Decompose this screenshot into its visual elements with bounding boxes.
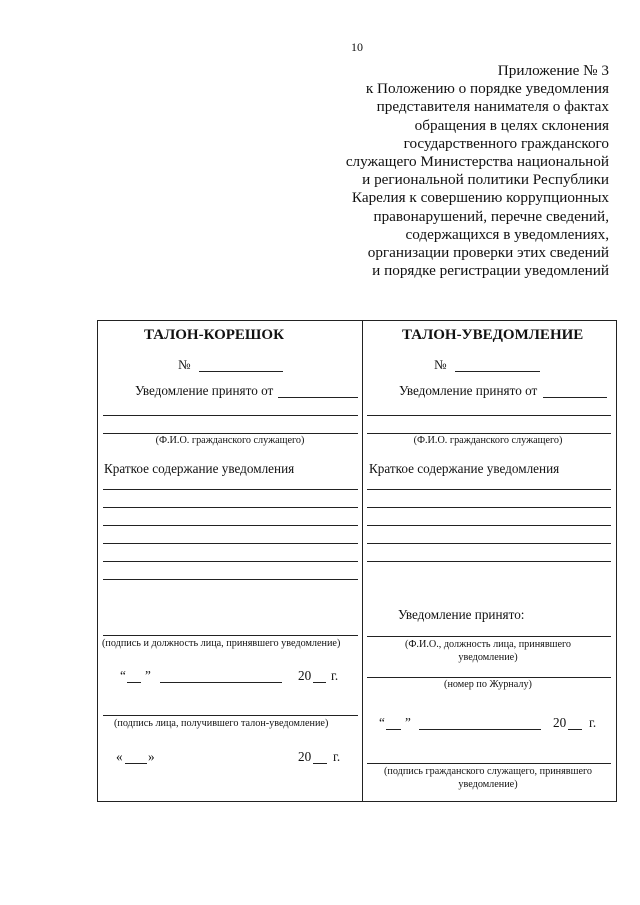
stub-summary-line[interactable]	[103, 525, 358, 526]
stub-received-from-label: Уведомление принято от	[135, 383, 274, 398]
stub-year-field[interactable]	[313, 682, 326, 683]
stub-received-from-field[interactable]	[278, 397, 358, 398]
notice-column	[363, 321, 616, 801]
notice-title: ТАЛОН-УВЕДОМЛЕНИЕ	[402, 327, 584, 343]
notice-accepter-caption	[363, 639, 613, 664]
stub-summary-label: Краткое содержание уведомления	[104, 461, 295, 476]
notice-fio-caption: (Ф.И.О. гражданского служащего)	[413, 435, 563, 446]
stub-signer-caption: (подпись и должность лица, принявшего уведомление)	[102, 638, 341, 649]
stub-summary-line[interactable]	[103, 561, 358, 562]
stub-signer-field[interactable]	[103, 635, 358, 636]
stub-day-field[interactable]	[127, 682, 141, 683]
stub-summary-line[interactable]	[103, 579, 358, 580]
stub-day2-field[interactable]	[125, 763, 147, 764]
appendix-line: организации проверки этих сведений	[367, 244, 609, 262]
notice-accepter-field[interactable]	[367, 636, 611, 637]
notice-journal-caption: (номер по Журналу)	[444, 679, 532, 690]
notice-month-field[interactable]	[419, 729, 541, 730]
notice-year-field[interactable]	[568, 729, 582, 730]
stub-receiver-caption: (подпись лица, получившего талон-уведомление)	[114, 718, 329, 729]
coupon-form	[97, 320, 617, 802]
notice-summary-line[interactable]	[367, 525, 611, 526]
notice-number-field[interactable]	[455, 371, 540, 372]
appendix-line: государственного гражданского	[403, 134, 609, 152]
stub-number-field[interactable]	[199, 371, 283, 372]
notice-signature-caption	[363, 766, 613, 791]
notice-summary-label: Краткое содержание уведомления	[369, 461, 560, 476]
notice-received-from-label: Уведомление принято от	[399, 383, 538, 398]
appendix-line: Карелия к совершению коррупционных	[351, 189, 609, 207]
notice-year-prefix: 20	[553, 715, 567, 730]
appendix-line: и региональной политики Республики	[362, 171, 609, 189]
stub-fio-field-line[interactable]	[103, 433, 358, 434]
notice-summary-line[interactable]	[367, 507, 611, 508]
notice-date-close-quote: ”	[405, 715, 411, 730]
stub-year-prefix: 20	[298, 668, 312, 683]
notice-year-suffix: г.	[589, 715, 597, 730]
notice-journal-number-field[interactable]	[367, 677, 611, 678]
notice-summary-line[interactable]	[367, 561, 611, 562]
appendix-line: к Положению о порядке уведомления	[365, 80, 609, 98]
appendix-line: обращения в целях склонения	[414, 116, 609, 134]
appendix-header	[309, 62, 609, 280]
notice-accepter-caption-line: (Ф.И.О., должность лица, принявшего	[404, 639, 572, 650]
appendix-line: содержащихся в уведомлениях,	[405, 225, 609, 243]
stub-column	[98, 321, 362, 801]
page-number: 10	[351, 40, 363, 54]
stub-date2-close-quote: »	[148, 749, 155, 764]
notice-signature-field[interactable]	[367, 763, 611, 764]
appendix-line: служащего Министерства национальной	[345, 153, 609, 171]
notice-signature-caption-line: (подпись гражданского служащего, принявшего	[384, 766, 592, 777]
stub-fio-caption: (Ф.И.О. гражданского служащего)	[155, 435, 305, 446]
stub-date-close-quote: ”	[145, 668, 151, 683]
notice-received-from-field[interactable]	[543, 397, 607, 398]
notice-summary-line[interactable]	[367, 489, 611, 490]
stub-summary-line[interactable]	[103, 507, 358, 508]
notice-summary-line[interactable]	[367, 543, 611, 544]
notice-accepted-label: Уведомление принято:	[398, 607, 525, 622]
stub-month-field[interactable]	[160, 682, 282, 683]
notice-accepter-caption-line: уведомление)	[458, 651, 518, 663]
stub-date-open-quote: “	[120, 668, 126, 683]
stub-summary-line[interactable]	[103, 543, 358, 544]
stub-year2-suffix: г.	[333, 749, 341, 764]
notice-fio-field-line[interactable]	[367, 415, 611, 416]
stub-number-sign: №	[178, 357, 191, 372]
stub-receiver-signature-field[interactable]	[103, 715, 358, 716]
stub-fio-field-line[interactable]	[103, 415, 358, 416]
notice-number-sign: №	[434, 357, 447, 372]
appendix-line: представителя нанимателя о фактах	[376, 98, 609, 116]
stub-year2-prefix: 20	[298, 749, 312, 764]
appendix-line: Приложение № 3	[497, 62, 609, 79]
notice-signature-caption-line: уведомление)	[458, 778, 518, 790]
stub-summary-line[interactable]	[103, 489, 358, 490]
appendix-line: правонарушений, перечне сведений,	[373, 207, 609, 225]
stub-year-suffix: г.	[331, 668, 339, 683]
stub-date2-open-quote: «	[116, 749, 123, 764]
stub-year2-field[interactable]	[313, 763, 327, 764]
stub-title: ТАЛОН-КОРЕШОК	[144, 327, 284, 343]
notice-date-open-quote: “	[379, 715, 385, 730]
notice-day-field[interactable]	[386, 729, 401, 730]
notice-fio-field-line[interactable]	[367, 433, 611, 434]
appendix-line: и порядке регистрации уведомлений	[372, 262, 609, 280]
